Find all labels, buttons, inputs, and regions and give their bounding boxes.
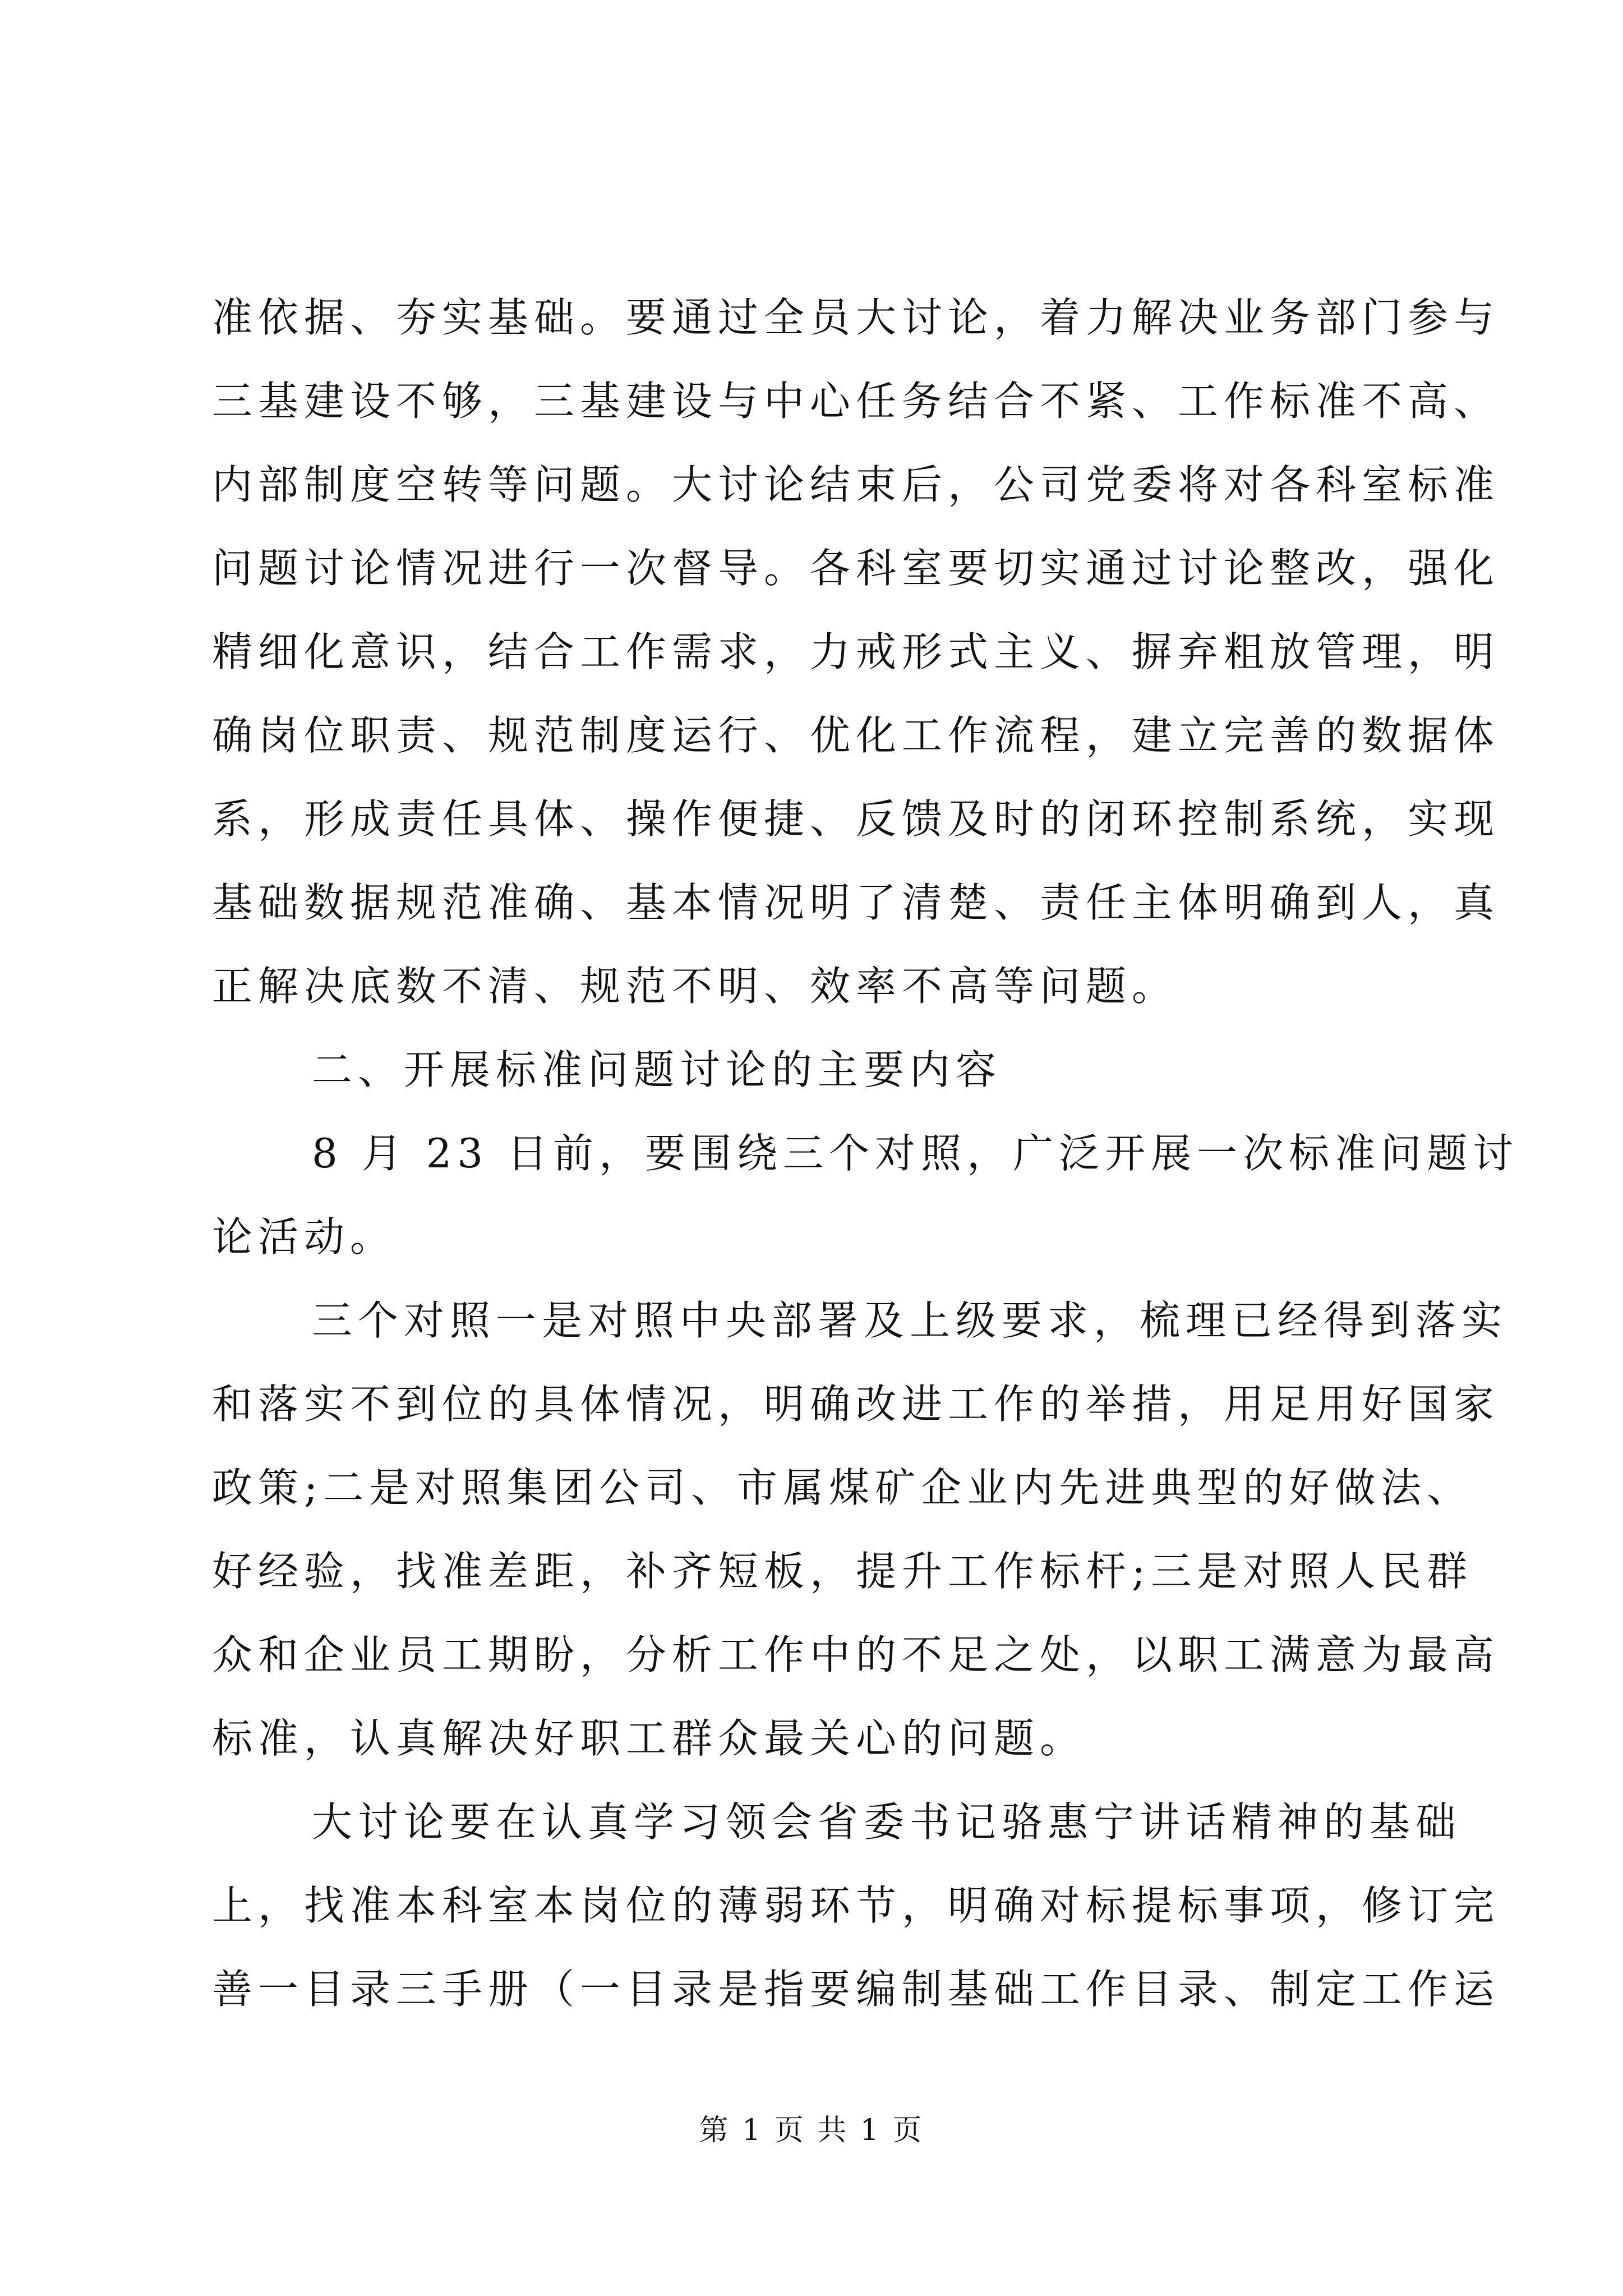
page-footer — [0, 2114, 1623, 2147]
text-line: 8 月 23 日前，要围绕三个对照，广泛开展一次标准问题讨 — [312, 1130, 1519, 1177]
text-line: 上，找准本科室本岗位的薄弱环节，明确对标提标事项，修订完 — [212, 1882, 1500, 1929]
text-line: 精细化意识，结合工作需求，力戒形式主义、摒弃粗放管理，明 — [212, 628, 1500, 675]
text-line: 三个对照一是对照中央部署及上级要求，梳理已经得到落实 — [312, 1297, 1508, 1344]
text-line: 基础数据规范准确、基本情况明了清楚、责任主体明确到人，真 — [212, 879, 1500, 926]
text-line: 论活动。 — [212, 1213, 396, 1260]
text-line: 和落实不到位的具体情况，明确改进工作的举措，用足用好国家 — [212, 1381, 1500, 1428]
text-line: 正解决底数不清、规范不明、效率不高等问题。 — [212, 963, 1178, 1010]
text-line: 系，形成责任具体、操作便捷、反馈及时的闭环控制系统，实现 — [212, 795, 1500, 843]
text-line: 标准，认真解决好职工群众最关心的问题。 — [212, 1715, 1086, 1762]
text-line: 好经验，找准差距，补齐短板，提升工作标杆;三是对照人民群 — [212, 1548, 1473, 1595]
page-number: 第 1 页 共 1 页 — [699, 2114, 924, 2147]
section-heading: 二、开展标准问题讨论的主要内容 — [312, 1046, 1002, 1093]
document-body — [212, 294, 1519, 2053]
text-line: 善一目录三手册（一目录是指要编制基础工作目录、制定工作运 — [212, 1966, 1500, 2013]
text-line: 政策;二是对照集团公司、市属煤矿企业内先进典型的好做法、 — [212, 1464, 1473, 1511]
text-line: 三基建设不够，三基建设与中心任务结合不紧、工作标准不高、 — [212, 378, 1500, 425]
text-line: 准依据、夯实基础。要通过全员大讨论，着力解决业务部门参与 — [212, 294, 1500, 341]
text-line: 内部制度空转等问题。大讨论结束后，公司党委将对各科室标准 — [212, 461, 1500, 508]
text-line: 确岗位职责、规范制度运行、优化工作流程，建立完善的数据体 — [212, 712, 1500, 759]
text-line: 众和企业员工期盼，分析工作中的不足之处，以职工满意为最高 — [212, 1631, 1500, 1678]
text-line: 大讨论要在认真学习领会省委书记骆惠宁讲话精神的基础 — [312, 1798, 1462, 1846]
text-line: 问题讨论情况进行一次督导。各科室要切实通过讨论整改，强化 — [212, 545, 1500, 592]
